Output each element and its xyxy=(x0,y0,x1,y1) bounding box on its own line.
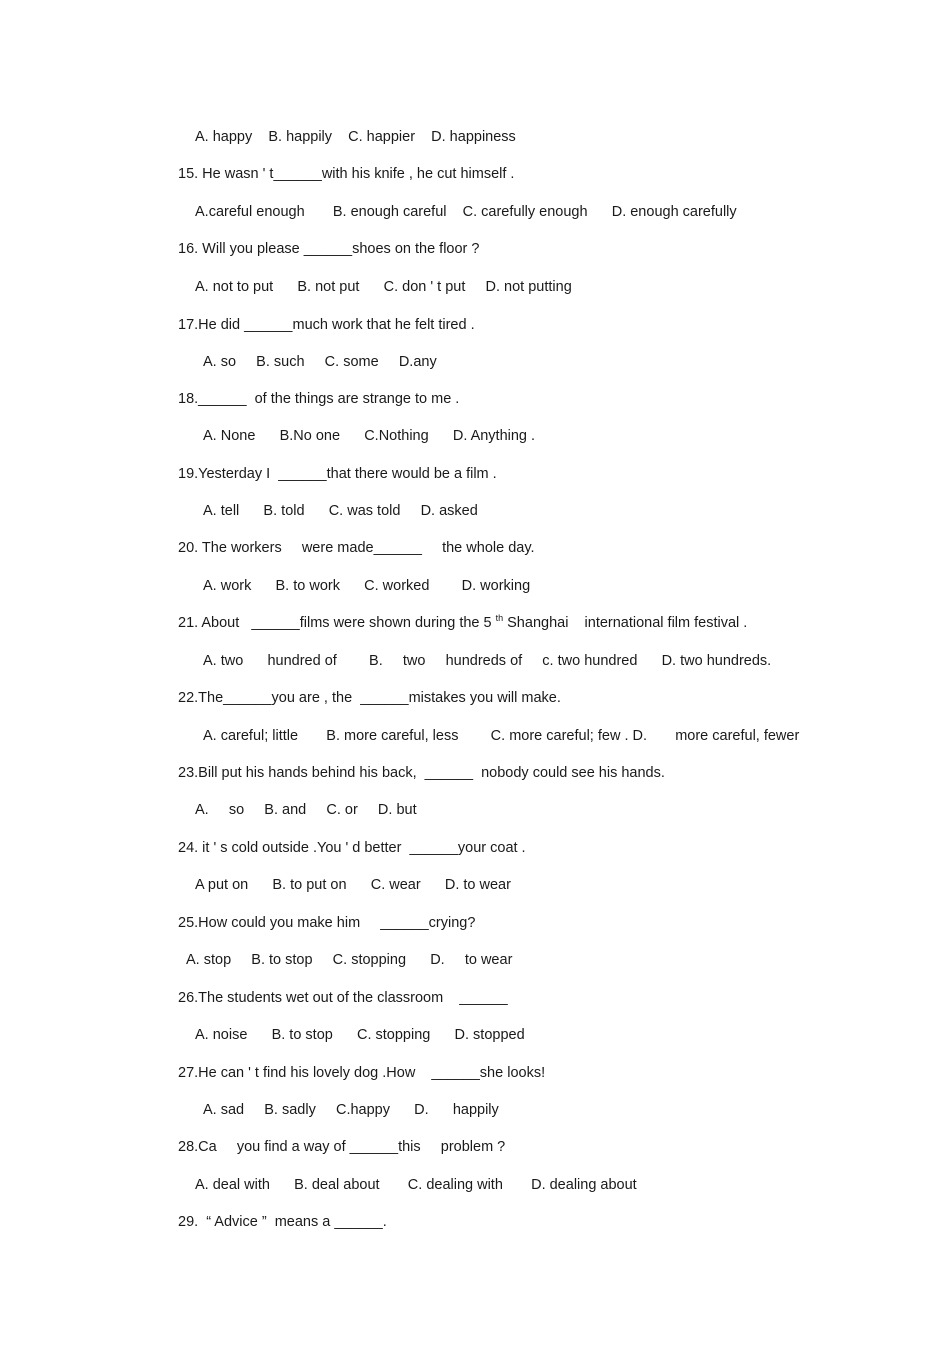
line-question-23: 23.Bill put his hands behind his back, ______ nobody could see his hands. xyxy=(178,765,665,781)
line-options-14: A. happy B. happily C. happier D. happiness xyxy=(195,129,516,145)
line-options-22: A. careful; little B. more careful, less C. more careful; few . D. more careful, fewer xyxy=(203,728,800,744)
line-options-16: A. not to put B. not put C. don ' t put D. not putting xyxy=(195,279,572,295)
ordinal-suffix: th xyxy=(495,613,504,623)
line-question-25: 25.How could you make him ______crying? xyxy=(178,915,476,931)
line-question-27: 27.He can ' t find his lovely dog .How ______she looks! xyxy=(178,1065,546,1081)
line-question-17: 17.He did ______much work that he felt tired . xyxy=(178,317,475,333)
line-question-19: 19.Yesterday I ______that there would be a film . xyxy=(178,466,497,482)
line-options-24: A put on B. to put on C. wear D. to wear xyxy=(195,877,511,893)
line-options-27: A. sad B. sadly C.happy D. happily xyxy=(203,1102,499,1118)
line-question-16: 16. Will you please ______shoes on the floor ? xyxy=(178,241,480,257)
line-question-21 xyxy=(178,614,747,632)
line-question-15: 15. He wasn ' t______with his knife , he cut himself . xyxy=(178,166,515,182)
line-options-15: A.careful enough B. enough careful C. carefully enough D. enough carefully xyxy=(195,204,737,220)
line-options-21: A. two hundred of B. two hundreds of c. two hundred D. two hundreds. xyxy=(203,653,772,669)
line-question-29: 29. “ Advice ” means a ______. xyxy=(178,1214,387,1230)
line-options-23: A. so B. and C. or D. but xyxy=(195,802,417,818)
line-question-28: 28.Ca you find a way of ______this problem ? xyxy=(178,1139,506,1155)
question-21-text-before: 21. About ______films were shown during the 5 xyxy=(178,615,496,631)
line-question-18: 18.______ of the things are strange to me . xyxy=(178,391,460,407)
line-question-26: 26.The students wet out of the classroom ______ xyxy=(178,990,508,1006)
line-options-19: A. tell B. told C. was told D. asked xyxy=(203,503,478,519)
line-options-20: A. work B. to work C. worked D. working xyxy=(203,578,531,594)
line-options-28: A. deal with B. deal about C. dealing with D. dealing about xyxy=(195,1177,637,1193)
question-21-text-after: Shanghai international film festival . xyxy=(503,615,748,631)
line-options-25: A. stop B. to stop C. stopping D. to wear xyxy=(186,952,513,968)
line-question-24: 24. it ' s cold outside .You ' d better ______your coat . xyxy=(178,840,526,856)
line-options-17: A. so B. such C. some D.any xyxy=(203,354,437,370)
line-options-18: A. None B.No one C.Nothing D. Anything . xyxy=(203,428,536,444)
line-question-22: 22.The______you are , the ______mistakes you will make. xyxy=(178,690,561,706)
line-question-20: 20. The workers were made______ the whole day. xyxy=(178,540,535,556)
line-options-26: A. noise B. to stop C. stopping D. stopped xyxy=(195,1027,525,1043)
